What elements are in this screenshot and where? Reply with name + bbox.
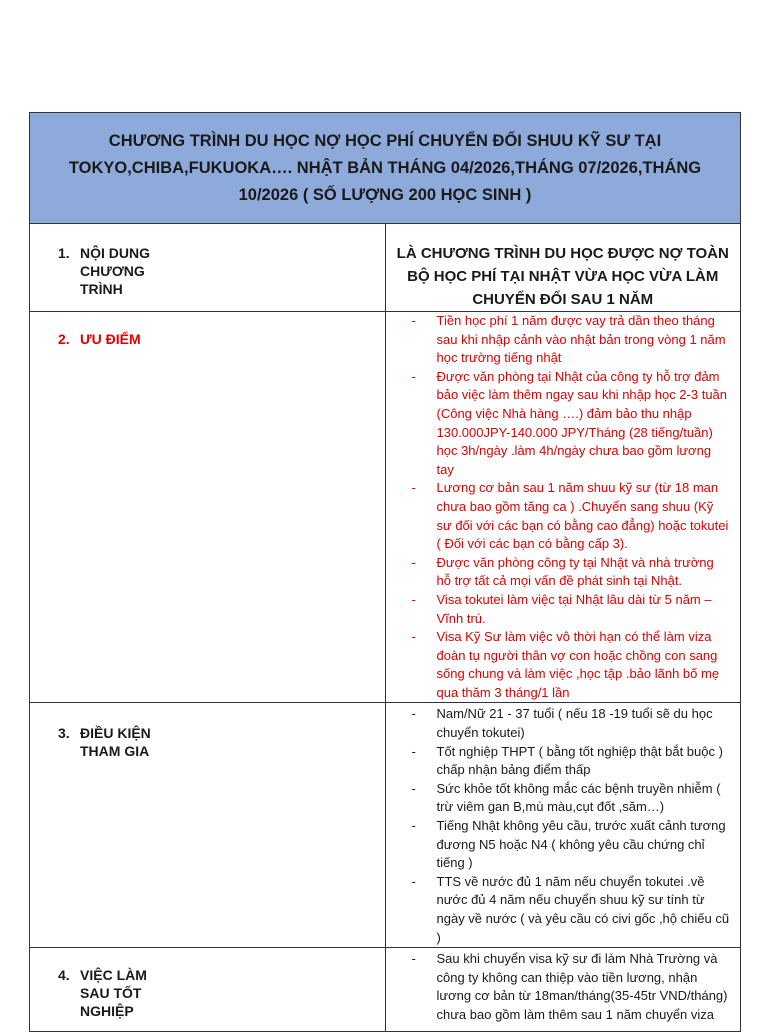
list-item: - Lương cơ bản sau 1 năm shuu kỹ sư (từ 18 man chưa bao gồm tăng ca ) .Chuyển sang shuu (Kỹ sư đối với các bạn có bằng cao đẳng) hoặc tokutei ( Đối với các bạn có bằng cấp 3). (412, 479, 731, 553)
program-description: LÀ CHƯƠNG TRÌNH DU HỌC ĐƯỢC NỢ TOÀN BỘ HỌC PHÍ TẠI NHẬT VỪA HỌC VỪA LÀM CHUYỂN ĐỔI SAU 1 NĂM (396, 245, 729, 308)
label-cell (30, 312, 386, 703)
list-item: - Visa tokutei làm việc tại Nhật lâu dài từ 5 năm – Vĩnh trú. (412, 591, 731, 628)
jobs-list (386, 948, 741, 1024)
title-row (30, 113, 741, 224)
list-item: - Được văn phòng tại Nhật của công ty hỗ trợ đảm bảo việc làm thêm ngay sau khi nhập học 2-3 tuần (Công việc Nhà hàng ….) đảm bảo thu nhập 130.000JPY-140.000 JPY/Tháng (28 tiếng/tuần) học 3h/ngày .làm 4h/ngày chưa bao gồm lương tay (412, 368, 731, 480)
row-label: NỘI DUNG CHƯƠNG TRÌNH (80, 245, 150, 297)
label-cell (30, 703, 386, 948)
list-item: - Visa Kỹ Sư làm việc vô thời hạn có thể làm viza đoàn tụ người thân vợ con hoặc chồng con sang sống chung và làm việc ,học tập .bảo lãnh bố mẹ qua thăm 3 tháng/1 lần (412, 628, 731, 702)
list-item: - Được văn phòng công ty tại Nhật và nhà trường hỗ trợ tất cả mọi vấn đề phát sinh tại Nhật. (412, 554, 731, 591)
list-item: - Nam/Nữ 21 - 37 tuổi ( nếu 18 -19 tuổi sẽ du học chuyển tokutei) (412, 705, 731, 742)
table-row (30, 948, 741, 1032)
program-table (29, 112, 741, 1032)
advantages-list (386, 312, 741, 702)
table-row (30, 703, 741, 948)
list-item: - Sức khỏe tốt không mắc các bệnh truyền nhiễm ( trừ viêm gan B,mù màu,cụt đốt ,săm…) (412, 780, 731, 817)
content-cell (385, 703, 741, 948)
conditions-list (386, 703, 741, 947)
row-number: 1. (58, 245, 70, 261)
row-number: 4. (58, 967, 70, 984)
table-row (30, 224, 741, 312)
list-item: - Tốt nghiệp THPT ( bằng tốt nghiệp thật bắt buộc ) chấp nhận bảng điểm thấp (412, 743, 731, 780)
row-label: ĐIỀU KIỆN THAM GIA (80, 725, 151, 760)
row-number: 2. (58, 331, 70, 347)
list-item: - Tiền học phí 1 năm được vay trả dần theo tháng sau khi nhập cảnh vào nhật bản trong vòng 1 năm học trường tiếng nhật (412, 312, 731, 368)
list-item: - TTS về nước đủ 1 năm nếu chuyển tokutei .về nước đủ 4 năm nếu chuyển shuu kỹ sư tính từ ngày về nước ( và yêu cầu có civi gốc ,hộ chiếu cũ ) (412, 873, 731, 947)
label-cell (30, 948, 386, 1032)
row-label: ƯU ĐIỂM (80, 331, 141, 347)
content-cell (385, 948, 741, 1032)
content-cell (385, 312, 741, 703)
list-item: - Sau khi chuyển visa kỹ sư đi làm Nhà Trường và công ty không can thiệp vào tiền lương, nhận lương cơ bản từ 18man/tháng(35-45tr VND/tháng) chưa bao gồm làm thêm sau 1 năm chuyển viza (412, 950, 731, 1024)
row-number: 3. (58, 725, 70, 742)
label-cell (30, 224, 386, 312)
table-row (30, 312, 741, 703)
list-item: - Tiếng Nhật không yêu cầu, trước xuất cảnh tương đương N5 hoặc N4 ( không yêu cầu chứng chỉ tiếng ) (412, 817, 731, 873)
content-cell (385, 224, 741, 312)
row-label: VIỆC LÀM SAU TỐT NGHIỆP (80, 967, 147, 1020)
program-title: CHƯƠNG TRÌNH DU HỌC NỢ HỌC PHÍ CHUYỂN ĐỔI SHUU KỸ SƯ TẠI TOKYO,CHIBA,FUKUOKA…. NHẬT BẢN THÁNG 04/2026,THÁNG 07/2026,THÁNG 10/2026 ( SỐ LƯỢNG 200 HỌC SINH ) (30, 113, 741, 224)
